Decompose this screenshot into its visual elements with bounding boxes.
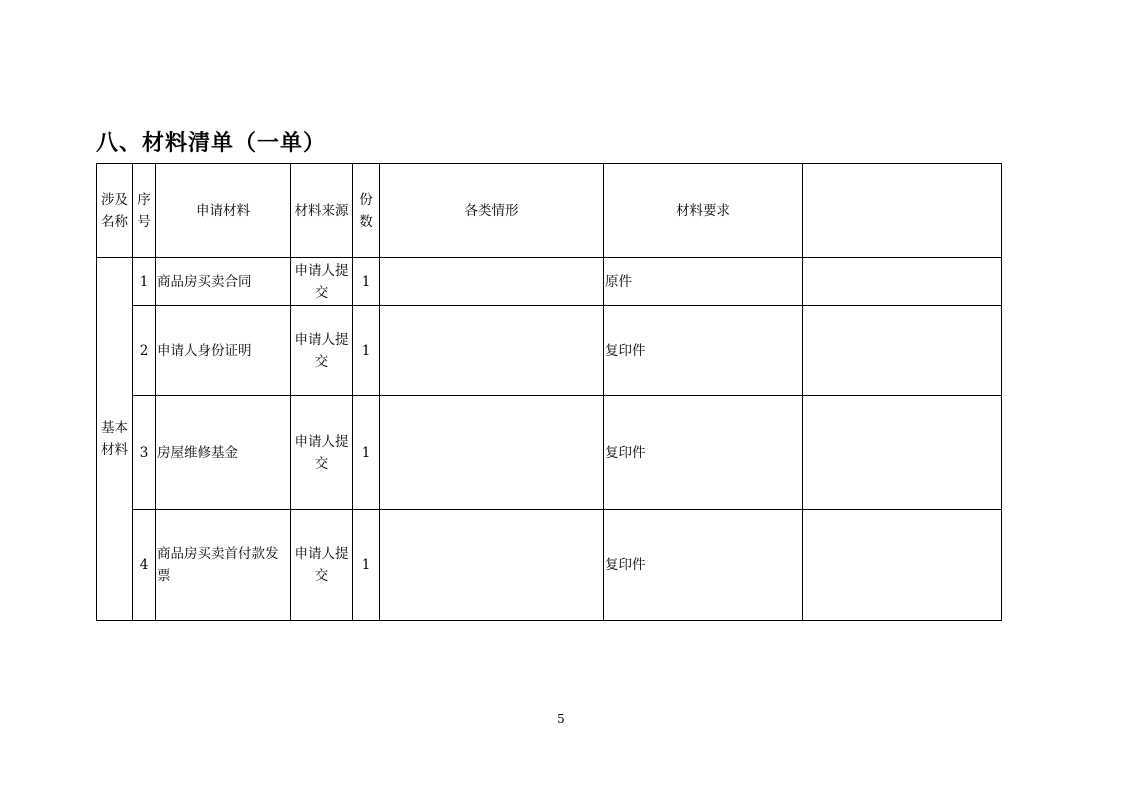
row-material: 申请人身份证明 [156,306,291,396]
header-row [97,164,1002,258]
row-copies: 1 [353,306,380,396]
row-situation [380,510,604,621]
row-source: 申请人提交 [291,258,353,306]
row-requirement: 复印件 [604,510,803,621]
row-requirement: 原件 [604,258,803,306]
table-row [97,396,1002,510]
row-copies: 1 [353,510,380,621]
row-requirement: 复印件 [604,396,803,510]
table-row [97,510,1002,621]
row-situation [380,258,604,306]
header-situation: 各类情形 [380,164,604,258]
table-row [97,306,1002,396]
row-extra [803,306,1002,396]
header-copies: 份数 [353,164,380,258]
row-source: 申请人提交 [291,510,353,621]
row-material: 房屋维修基金 [156,396,291,510]
row-copies: 1 [353,258,380,306]
row-material: 商品房买卖合同 [156,258,291,306]
header-extra [803,164,1002,258]
row-source: 申请人提交 [291,306,353,396]
header-seq: 序号 [133,164,156,258]
row-situation [380,396,604,510]
row-copies: 1 [353,396,380,510]
page-number: 5 [557,712,565,726]
header-source: 材料来源 [291,164,353,258]
row-situation [380,306,604,396]
row-seq: 3 [133,396,156,510]
row-seq: 1 [133,258,156,306]
row-source: 申请人提交 [291,396,353,510]
row-extra [803,510,1002,621]
row-extra [803,258,1002,306]
table-row [97,258,1002,306]
group-label: 基本材料 [97,258,133,621]
header-material: 申请材料 [156,164,291,258]
row-seq: 2 [133,306,156,396]
header-requirement: 材料要求 [604,164,803,258]
row-material: 商品房买卖首付款发票 [156,510,291,621]
header-category: 涉及名称 [97,164,133,258]
row-seq: 4 [133,510,156,621]
row-extra [803,396,1002,510]
section-heading: 八、材料清单（一单） [96,131,327,156]
materials-table [96,163,1002,621]
row-requirement: 复印件 [604,306,803,396]
